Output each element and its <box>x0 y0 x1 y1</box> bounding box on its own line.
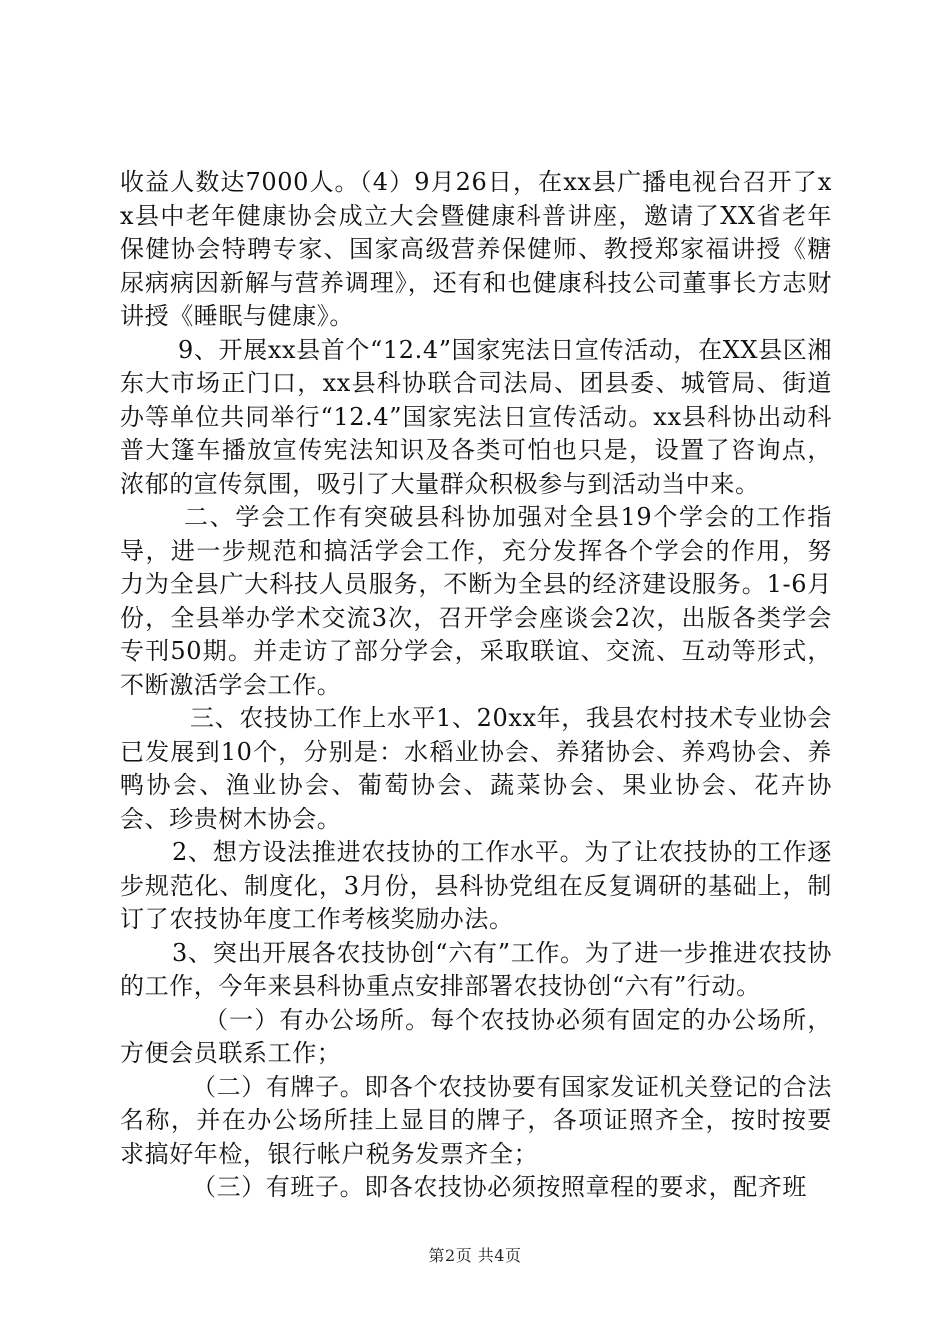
paragraph-9: （三）有班子。即各农技协必须按照章程的要求，配齐班 <box>192 1173 807 1201</box>
paragraph-3: 二、学会工作有突破县科协加强对全县19个学会的工作指导，进一步规范和搞活学会工作，充分发挥各个学会的作用，努力为全县广大科技人员服务，不断为全县的经济建设服务。1-6月份，全县举办学术交流3次，召开学会座谈会2次，出版各类学会专刊50期。并走访了部分学会，采取联谊、交流、互动等形式，不断激活学会工作。 <box>120 503 832 699</box>
paragraph-8: （二）有牌子。即各个农技协要有国家发证机关登记的合法名称，并在办公场所挂上显目的牌子，各项证照齐全，按时按要求搞好年检，银行帐户税务发票齐全； <box>120 1072 832 1168</box>
paragraph-4: 三、农技协工作上水平1、20xx年，我县农村技术专业协会已发展到10个，分别是：水稻业协会、养猪协会、养鸡协会、养鸭协会、渔业协会、葡萄协会、蔬菜协会、果业协会、花卉协会、珍贵树木协会。 <box>120 704 832 833</box>
paragraph-6: 3、突出开展各农技协创“六有”工作。为了进一步推进农技协的工作，今年来县科协重点安排部署农技协创“六有”行动。 <box>120 938 832 1000</box>
paragraph-7: （一）有办公场所。每个农技协必须有固定的办公场所，方便会员联系工作； <box>120 1005 832 1067</box>
paragraph-5: 2、想方设法推进农技协的工作水平。为了让农技协的工作逐步规范化、制度化，3月份，县科协党组在反复调研的基础上，制订了农技协年度工作考核奖励办法。 <box>120 838 832 933</box>
paragraph-1: 收益人数达7000人。（4）9月26日，在xx县广播电视台召开了xx县中老年健康协会成立大会暨健康科普讲座，邀请了XX省老年保健协会特聘专家、国家高级营养保健师、教授郑家福讲授《糖尿病病因新解与营养调理》，还有和也健康科技公司董事长方志财讲授《睡眠与健康》。 <box>120 168 832 330</box>
page-number-footer: 第2页 共4页 <box>428 1246 522 1265</box>
document-body <box>120 166 832 1205</box>
paragraph-2: 9、开展xx县首个“12.4”国家宪法日宣传活动，在XX县区湘东大市场正门口，xx县科协联合司法局、团县委、城管局、街道办等单位共同举行“12.4”国家宪法日宣传活动。xx县科协出动科普大篷车播放宣传宪法知识及各类可怕也只是，设置了咨询点，浓郁的宣传氛围，吸引了大量群众积极参与到活动当中来。 <box>120 335 832 498</box>
